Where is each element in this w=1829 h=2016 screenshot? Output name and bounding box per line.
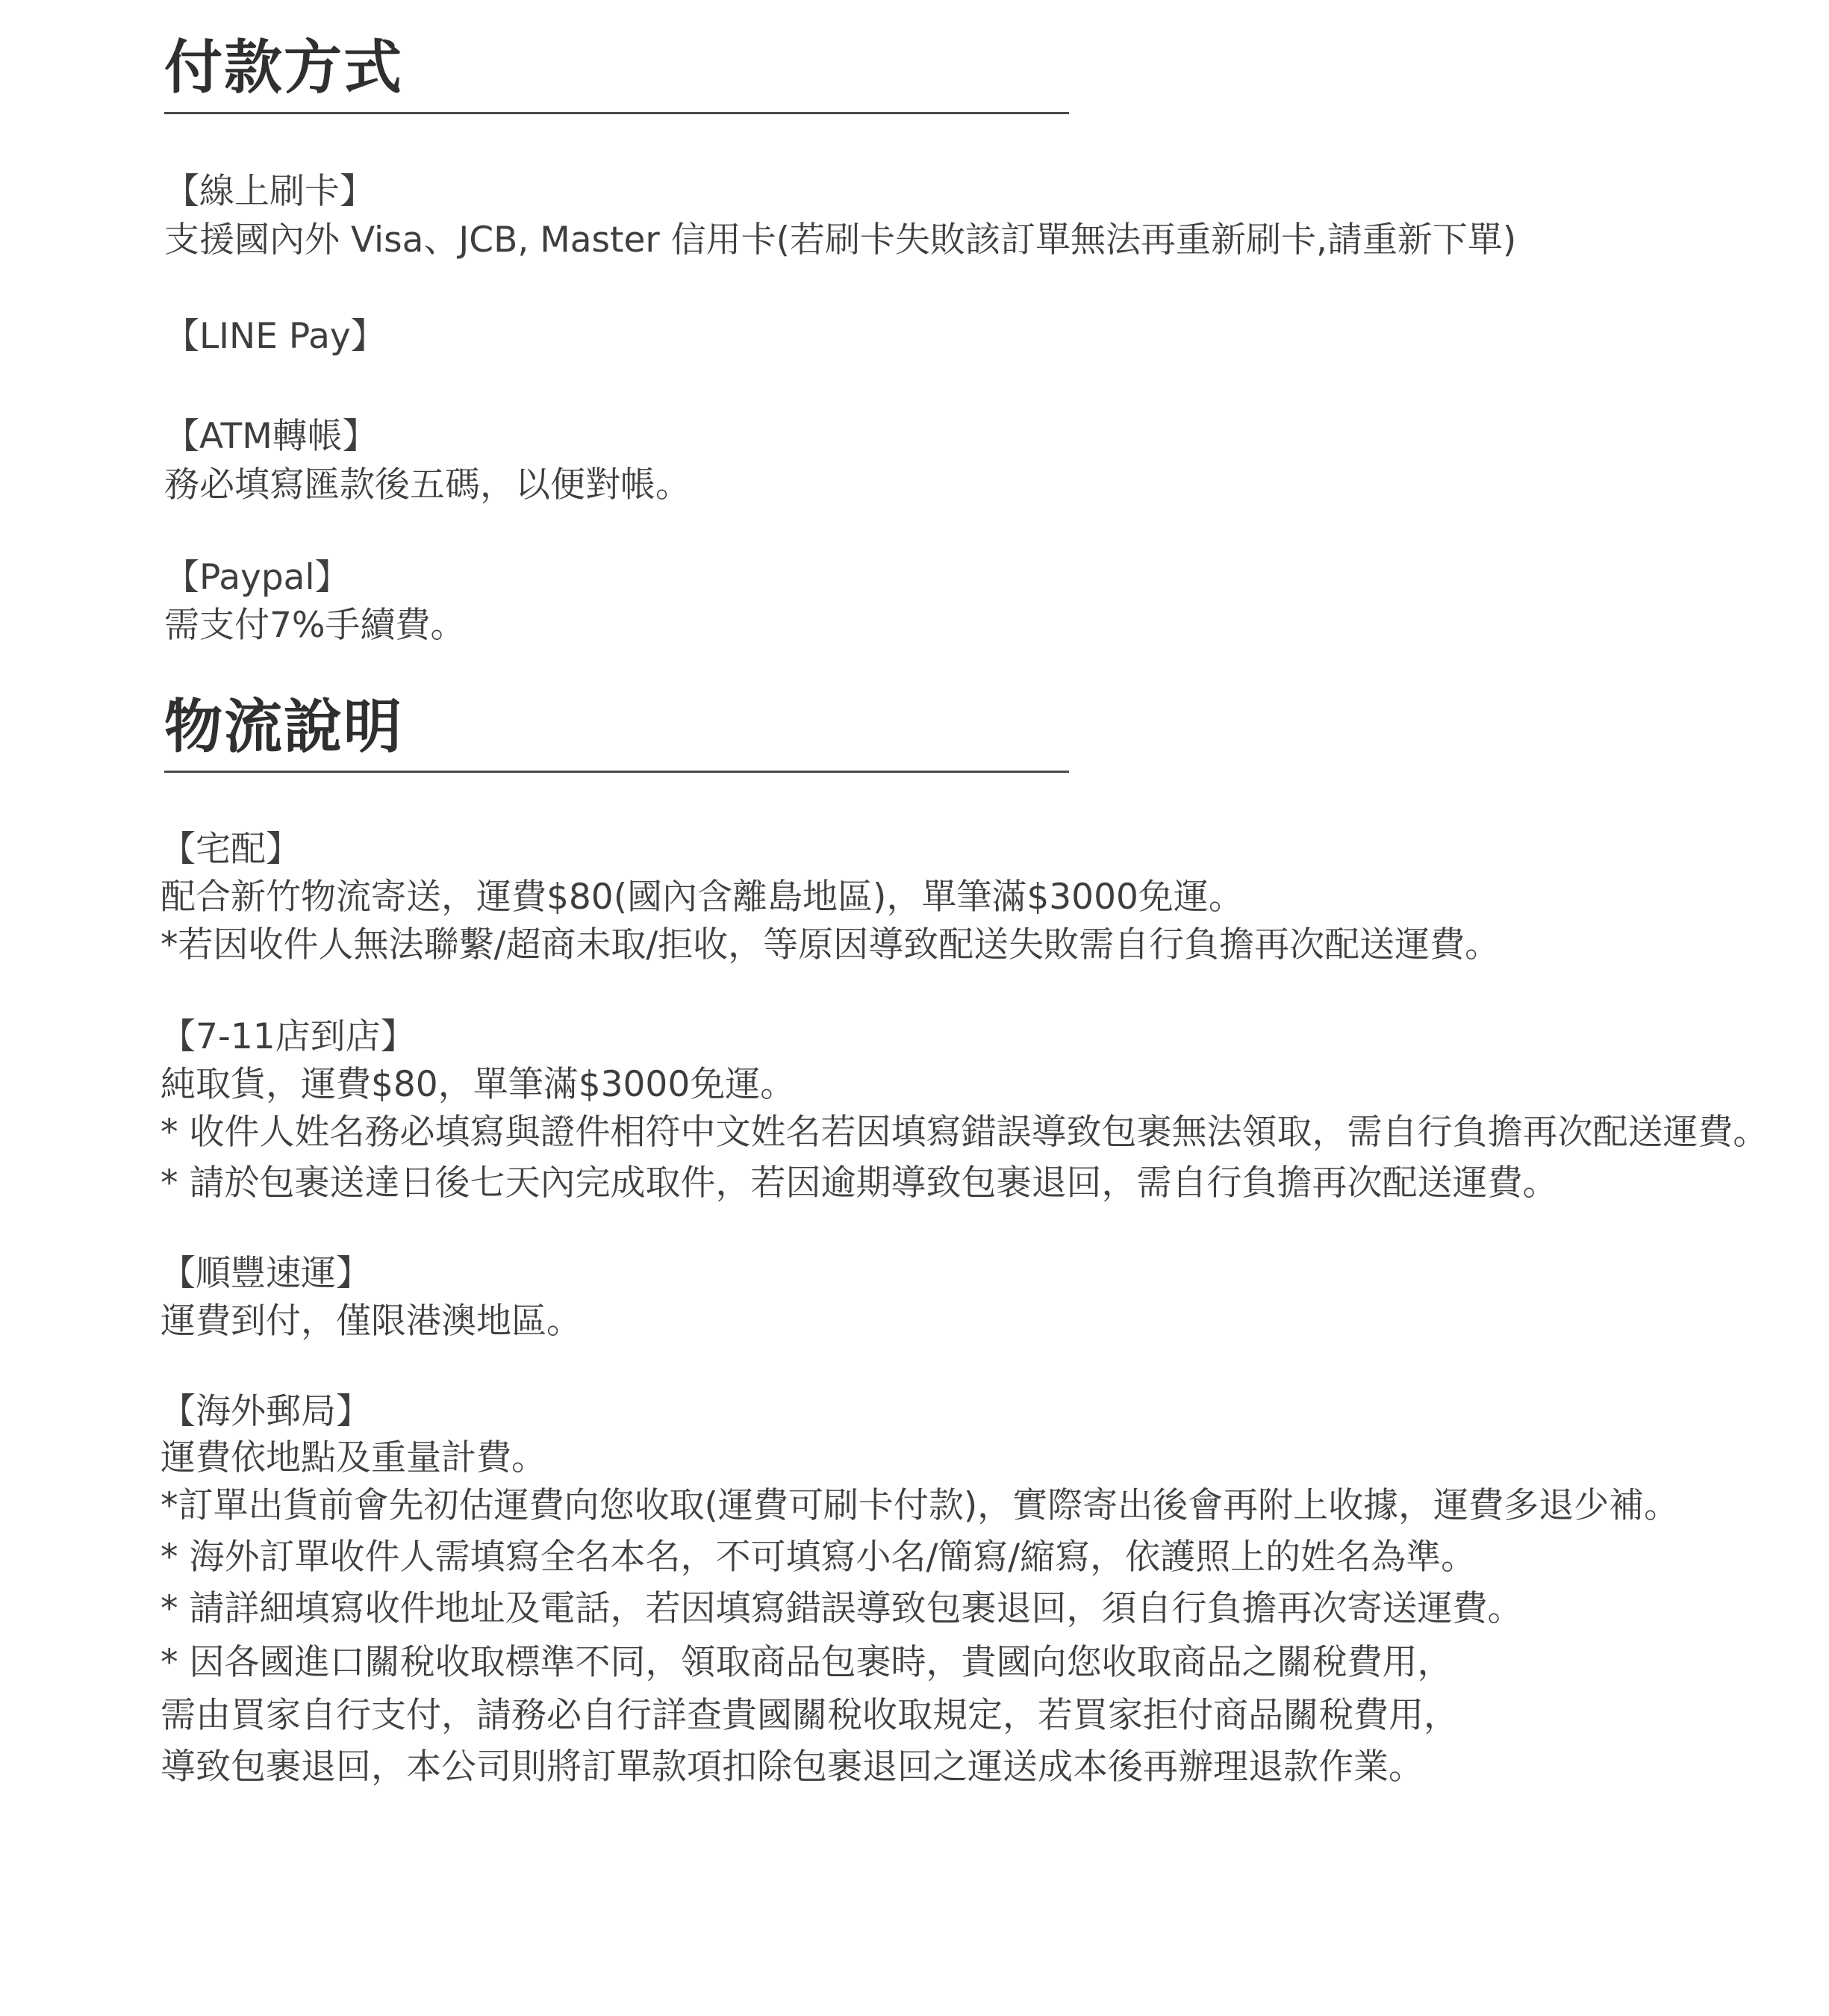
home-delivery-heading: 【宅配】: [161, 829, 301, 870]
seven-eleven-text-3: * 請於包裹送達日後七天內完成取件，若因逾期導致包裹退回，需自行負擔再次配送運費。: [161, 1163, 1558, 1204]
overseas-post-text-5: * 因各國進口關稅收取標準不同，領取商品包裹時，貴國向您收取商品之關稅費用，: [161, 1642, 1453, 1683]
payment-title-divider: [164, 112, 1069, 114]
overseas-post-text-7: 導致包裹退回，本公司則將訂單款項扣除包裹退回之運送成本後再辦理退款作業。: [161, 1746, 1424, 1788]
atm-heading: 【ATM轉帳】: [164, 416, 378, 457]
sf-express-text: 運費到付，僅限港澳地區。: [161, 1301, 582, 1342]
seven-eleven-heading: 【7-11店到店】: [161, 1016, 416, 1057]
shipping-title-divider: [164, 771, 1069, 773]
overseas-post-heading: 【海外郵局】: [161, 1391, 371, 1432]
seven-eleven-text-2: * 收件人姓名務必填寫與證件相符中文姓名若因填寫錯誤導致包裹無法領取，需自行負擔再次配送運費。: [161, 1112, 1769, 1153]
sf-express-heading: 【順豐速運】: [161, 1253, 371, 1294]
overseas-post-text-1: 運費依地點及重量計費。: [161, 1437, 546, 1478]
paypal-heading: 【Paypal】: [164, 557, 350, 598]
payment-section-title: 付款方式: [164, 34, 404, 102]
line-pay-heading: 【LINE Pay】: [164, 316, 386, 357]
credit-card-heading: 【線上刷卡】: [164, 171, 375, 212]
credit-card-text: 支援國內外 Visa、JCB, Master 信用卡(若刷卡失敗該訂單無法再重新刷卡,請重新下單): [164, 220, 1517, 261]
home-delivery-text-1: 配合新竹物流寄送，運費$80(國內含離島地區)，單筆滿$3000免運。: [161, 877, 1244, 918]
atm-text: 務必填寫匯款後五碼，以便對帳。: [164, 464, 691, 505]
overseas-post-text-6: 需由買家自行支付，請務必自行詳查貴國關稅收取規定，若買家拒付商品關稅費用，: [161, 1695, 1459, 1736]
paypal-text: 需支付7%手續費。: [164, 605, 466, 646]
home-delivery-text-2: *若因收件人無法聯繫/超商未取/拒收，等原因導致配送失敗需自行負擔再次配送運費。: [161, 924, 1501, 965]
shipping-section-title: 物流說明: [164, 694, 404, 761]
overseas-post-text-2: *訂單出貨前會先初估運費向您收取(運費可刷卡付款)，實際寄出後會再附上收據，運費多退少補。: [161, 1485, 1680, 1526]
overseas-post-text-3: * 海外訂單收件人需填寫全名本名，不可填寫小名/簡寫/縮寫，依護照上的姓名為準。: [161, 1537, 1477, 1578]
overseas-post-text-4: * 請詳細填寫收件地址及電話，若因填寫錯誤導致包裹退回，須自行負擔再次寄送運費。: [161, 1588, 1523, 1629]
seven-eleven-text-1: 純取貨，運費$80，單筆滿$3000免運。: [161, 1064, 796, 1105]
